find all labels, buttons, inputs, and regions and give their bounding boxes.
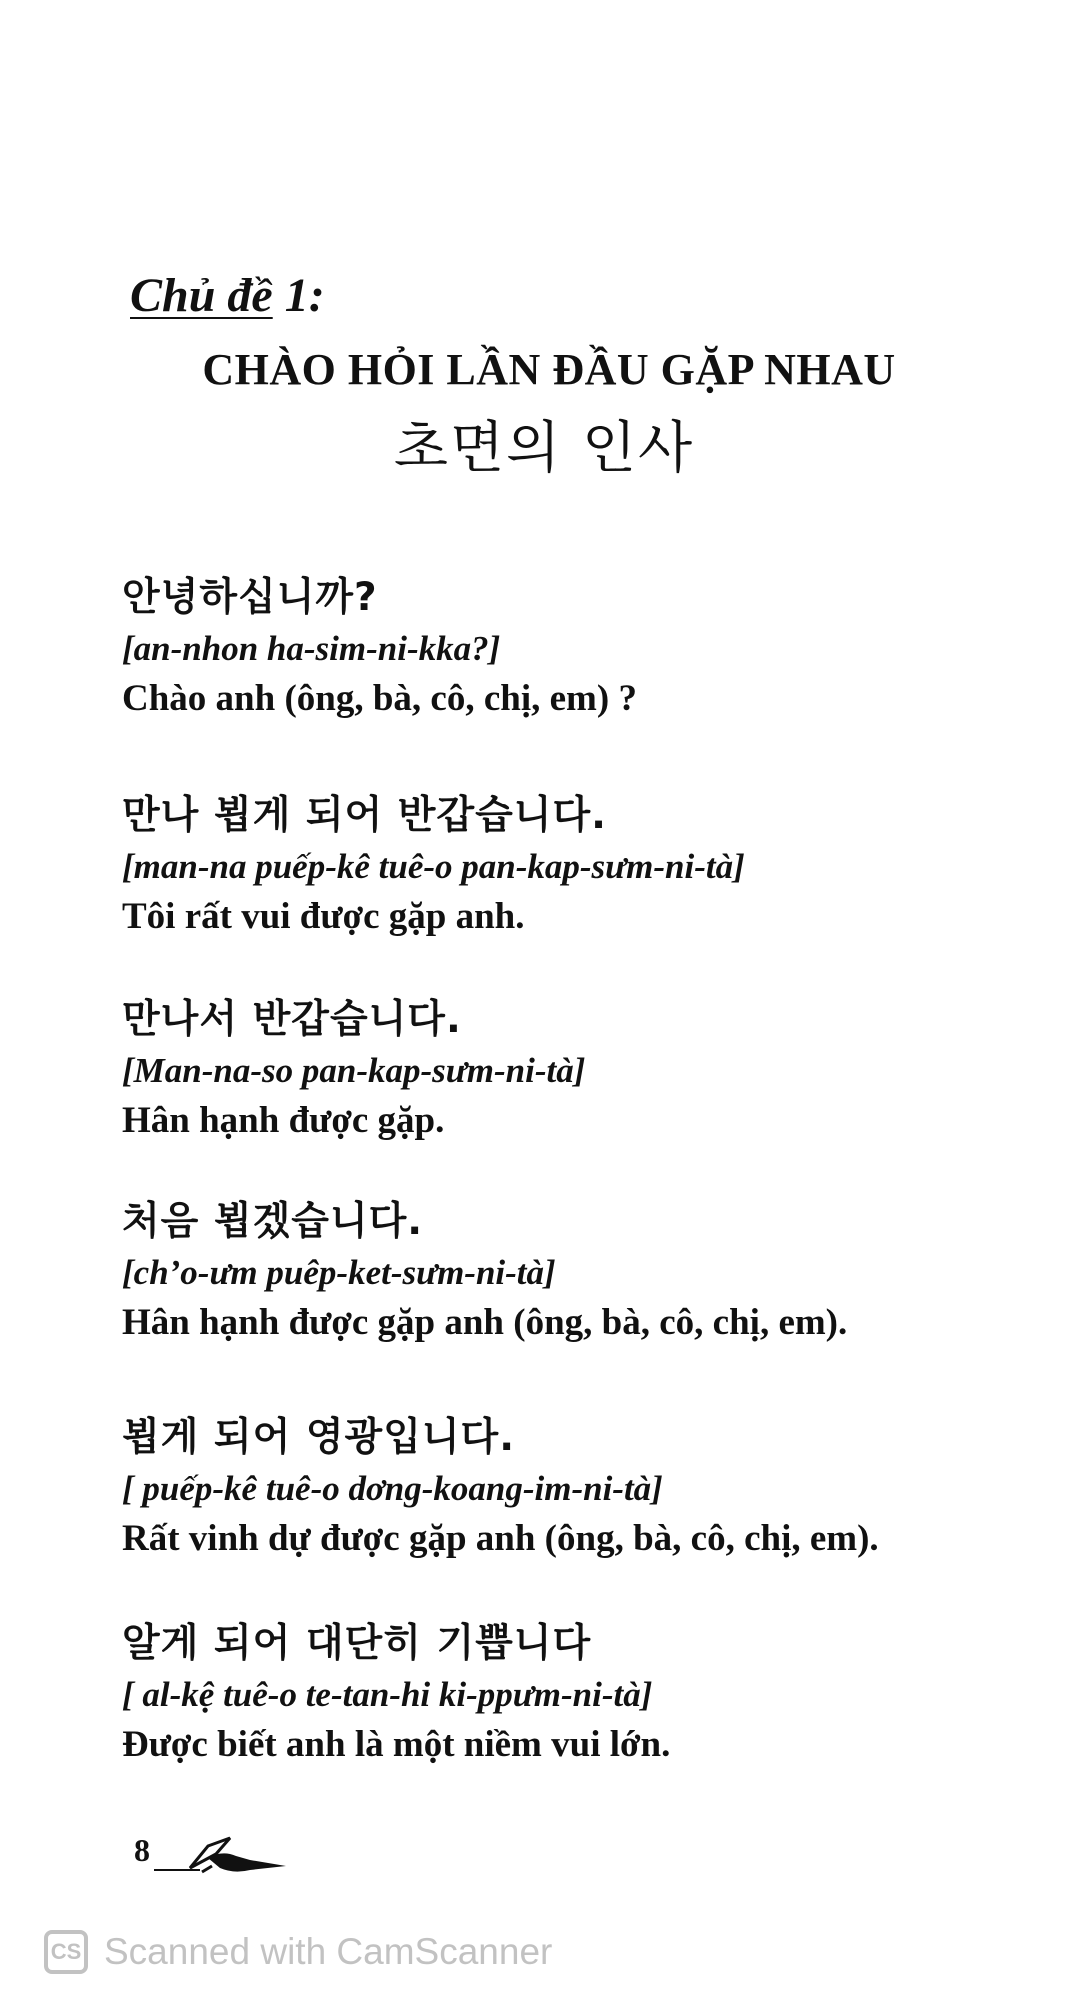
phrase-romanization: [ puếp-kê tuê-o dơng-koang-im-ni-tà] xyxy=(122,1469,663,1508)
phrase-romanization: [Man-na-so pan-kap-sưm-ni-tà] xyxy=(122,1051,586,1090)
title-korean: 초면의 인사 xyxy=(393,416,695,481)
phrase-entry-2 xyxy=(122,790,1022,942)
phrase-korean: 만나 뵙게 되어 반갑습니다. xyxy=(122,793,607,838)
phrase-meaning: Chào anh (ông, bà, cô, chị, em) ? xyxy=(122,678,637,719)
phrase-meaning: Rất vinh dự được gặp anh (ông, bà, cô, chị, em). xyxy=(122,1518,879,1559)
chapter-heading xyxy=(130,268,325,323)
phrase-meaning: Được biết anh là một niềm vui lớn. xyxy=(122,1724,671,1765)
title-vietnamese: CHÀO HỎI LẦN ĐẦU GẶP NHAU xyxy=(202,345,896,394)
phrase-meaning: Tôi rất vui được gặp anh. xyxy=(122,896,525,937)
phrase-meaning: Hân hạnh được gặp anh (ông, bà, cô, chị, em). xyxy=(122,1302,848,1343)
page-number: 8 xyxy=(134,1832,150,1868)
phrase-romanization: [ al-kệ tuê-o te-tan-hi ki-ppưm-ni-tà] xyxy=(122,1675,653,1714)
phrase-entry-1 xyxy=(122,572,1022,724)
phrase-entry-3 xyxy=(122,994,1022,1146)
phrase-romanization: [an-nhon ha-sim-ni-kka?] xyxy=(122,629,501,668)
phrase-entry-4 xyxy=(122,1196,1022,1348)
phrase-korean: 안녕하십니까? xyxy=(122,575,378,620)
phrase-romanization: [man-na puếp-kê tuê-o pan-kap-sưm-ni-tà] xyxy=(122,847,745,886)
phrase-korean: 만나서 반갑습니다. xyxy=(122,997,462,1042)
phrase-korean: 처음 뵙겠습니다. xyxy=(122,1199,424,1244)
camscanner-logo-icon: CS xyxy=(44,1930,88,1974)
phrase-korean: 알게 되어 대단히 기쁩니다 xyxy=(122,1621,592,1666)
phrase-meaning: Hân hạnh được gặp. xyxy=(122,1100,445,1141)
scanner-watermark: Scanned with CamScanner xyxy=(104,1931,553,1972)
phrase-korean: 뵙게 되어 영광입니다. xyxy=(122,1415,516,1460)
chapter-label-text: Chủ đề xyxy=(130,269,273,322)
chapter-number: 1: xyxy=(284,269,325,322)
phrase-entry-5 xyxy=(122,1412,1022,1564)
quill-ornament-icon xyxy=(150,1820,300,1880)
phrase-romanization: [ch’o-ưm puêp-ket-sưm-ni-tà] xyxy=(122,1253,556,1292)
phrase-entry-6 xyxy=(122,1618,1022,1770)
